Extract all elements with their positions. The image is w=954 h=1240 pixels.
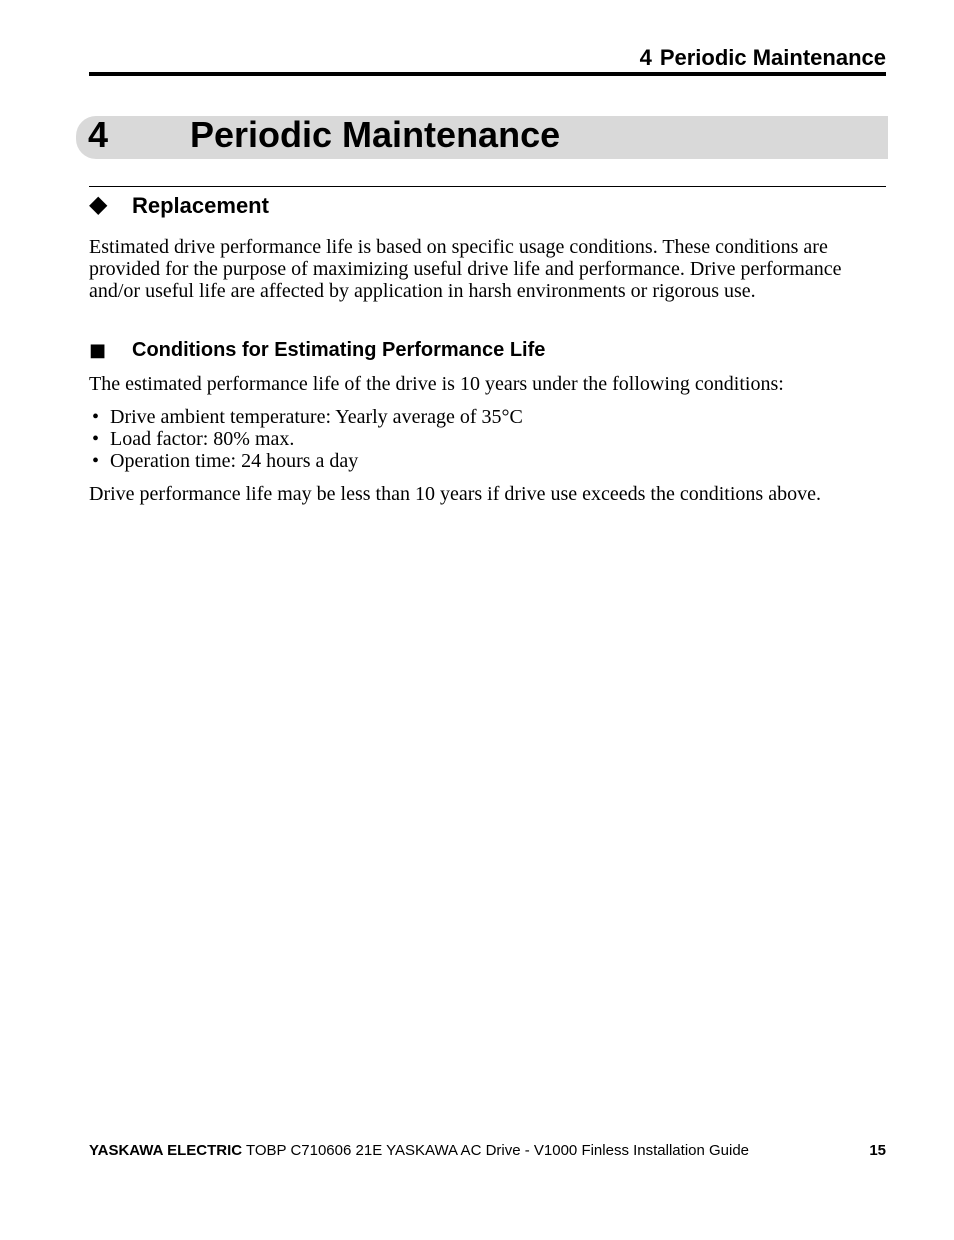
- running-header-title: Periodic Maintenance: [659, 45, 886, 70]
- subsection-intro: The estimated performance life of the drive is 10 years under the following conditions:: [89, 373, 784, 395]
- bullet-icon: •: [92, 406, 100, 428]
- footer-document: TOBP C710606 21E YASKAWA AC Drive - V1000 Finless Installation Guide: [245, 1142, 750, 1159]
- bullet-icon: •: [92, 450, 100, 472]
- running-header: [640, 45, 886, 71]
- list-item-text: Drive ambient temperature: Yearly average of 35°C: [110, 406, 523, 428]
- page-number: 15: [869, 1142, 886, 1159]
- page-footer: [89, 1142, 886, 1160]
- section-paragraph: Estimated drive performance life is based on specific usage conditions. These conditions are provided for the purpose of maximizing useful drive life and performance. Drive performance and/or useful life are affected by application in harsh environments or rigorous use.: [89, 236, 842, 302]
- running-header-number: 4: [639, 45, 652, 70]
- list-item-text: Load factor: 80% max.: [110, 428, 295, 450]
- header-rule: [89, 72, 886, 76]
- section-heading: Replacement: [132, 193, 269, 218]
- square-icon: ■: [89, 340, 107, 361]
- section-rule: [89, 186, 886, 187]
- closing-paragraph: Drive performance life may be less than 10 years if drive use exceeds the conditions above.: [89, 483, 821, 505]
- chapter-title: Periodic Maintenance: [190, 114, 561, 155]
- subsection-heading: Conditions for Estimating Performance Life: [132, 339, 546, 361]
- list-item: [89, 450, 523, 472]
- bullet-icon: •: [92, 428, 100, 450]
- list-item: [89, 428, 523, 450]
- list-item-text: Operation time: 24 hours a day: [110, 450, 359, 472]
- conditions-list: [89, 406, 523, 472]
- footer-brand: YASKAWA ELECTRIC: [89, 1142, 243, 1159]
- list-item: [89, 406, 523, 428]
- diamond-icon: ◆: [89, 190, 108, 218]
- chapter-number: 4: [88, 114, 109, 155]
